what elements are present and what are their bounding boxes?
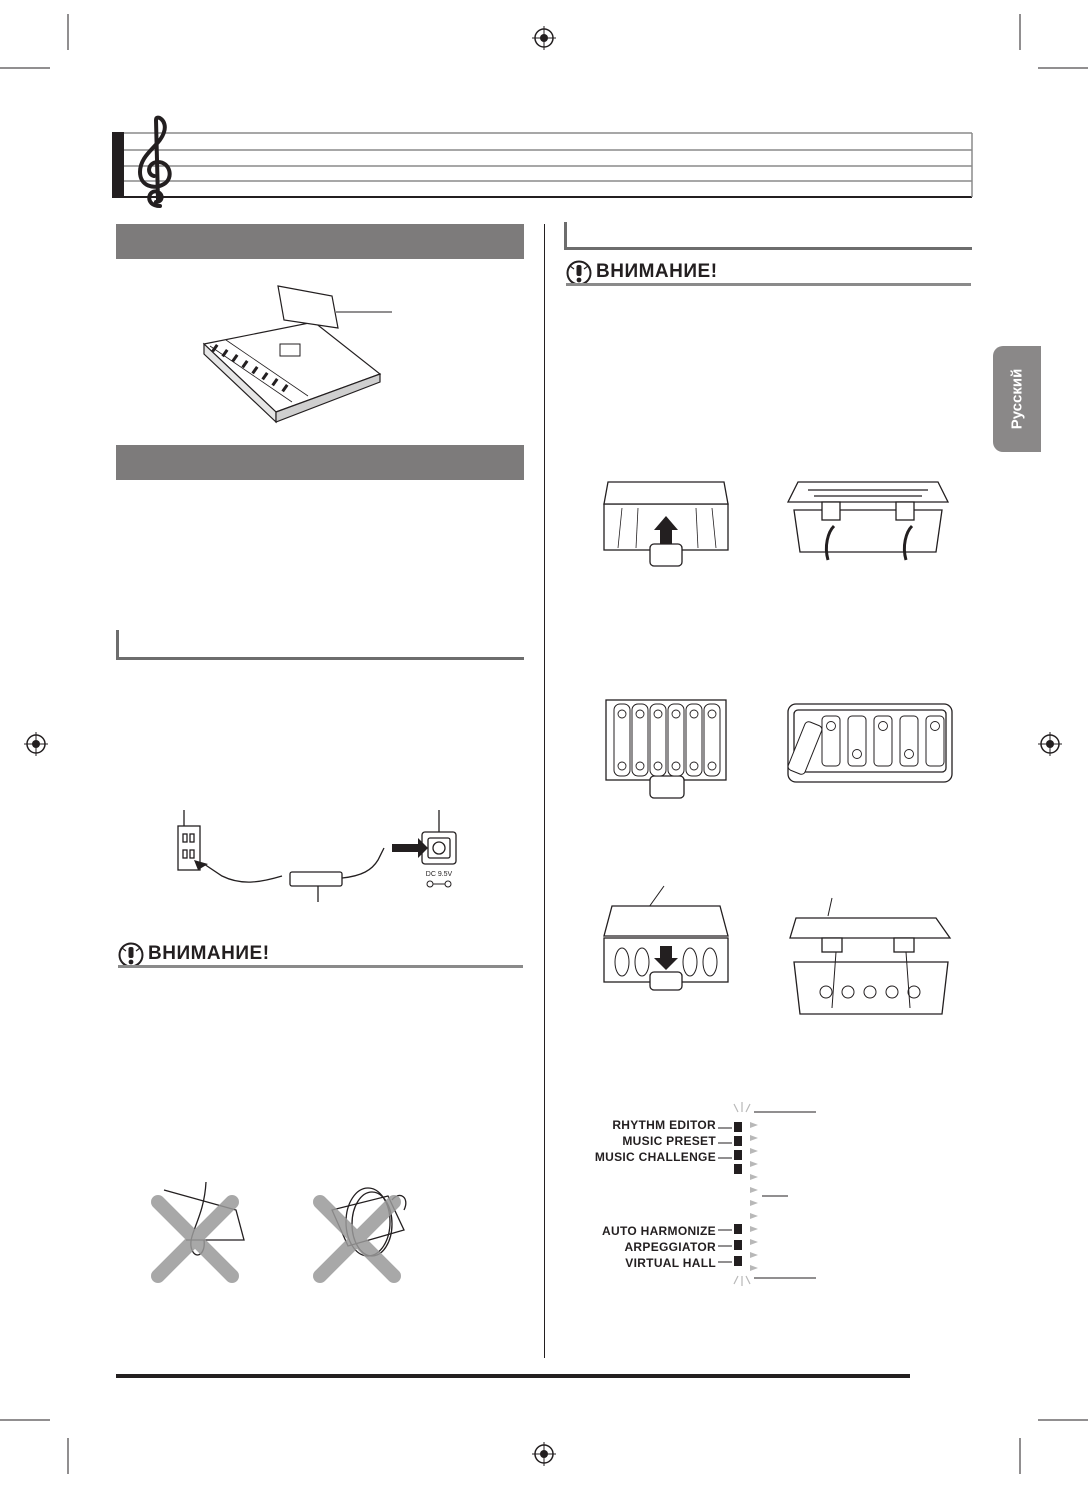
led-indicator-column-illustration [716, 1098, 826, 1288]
language-side-tab-label: Русский [1008, 368, 1026, 430]
treble-clef-icon [134, 116, 178, 208]
registration-mark-right [1038, 732, 1062, 756]
header-staff [112, 124, 982, 214]
indicator-label-virtual-hall: VIRTUAL HALL [625, 1256, 716, 1270]
cable-misuse-illustration-1 [146, 1180, 256, 1290]
battery-cover-remove-illustration [788, 474, 948, 564]
registration-mark-bottom [532, 1442, 556, 1466]
indicator-label-rhythm-editor: RHYTHM EDITOR [612, 1118, 716, 1132]
section-bar-music-stand [116, 224, 524, 259]
section-bar-power [116, 445, 524, 480]
warning-title-left: ВНИМАНИЕ! [148, 943, 270, 964]
ac-adapter-connection-illustration [172, 810, 472, 910]
column-divider [544, 224, 545, 1358]
indicator-label-arpeggiator: ARPEGGIATOR [624, 1240, 716, 1254]
battery-cover-attach-illustration [786, 896, 956, 1026]
indicator-label-music-challenge: MUSIC CHALLENGE [594, 1150, 716, 1164]
subhead-adapter [116, 630, 524, 660]
battery-polarity-illustration [786, 702, 956, 786]
cable-misuse-illustration-2 [308, 1180, 418, 1290]
subhead-batteries [564, 222, 972, 250]
battery-insert-illustration [604, 692, 730, 802]
keyboard-music-stand-illustration [196, 282, 396, 432]
indicator-label-music-preset: MUSIC PRESET [622, 1134, 716, 1148]
warning-rule-left [118, 965, 523, 968]
footer-rule [116, 1374, 910, 1378]
warning-title-right: ВНИМАНИЕ! [596, 261, 718, 282]
warning-rule-right [566, 283, 971, 286]
indicator-label-auto-harmonize: AUTO HARMONIZE [602, 1224, 716, 1238]
battery-cover-open-illustration [602, 478, 732, 568]
registration-mark-top [532, 26, 556, 50]
registration-mark-left [24, 732, 48, 756]
battery-cover-close-illustration [602, 884, 732, 994]
language-side-tab [993, 346, 1041, 452]
dc-jack-label: DC 9.5V [425, 871, 453, 878]
